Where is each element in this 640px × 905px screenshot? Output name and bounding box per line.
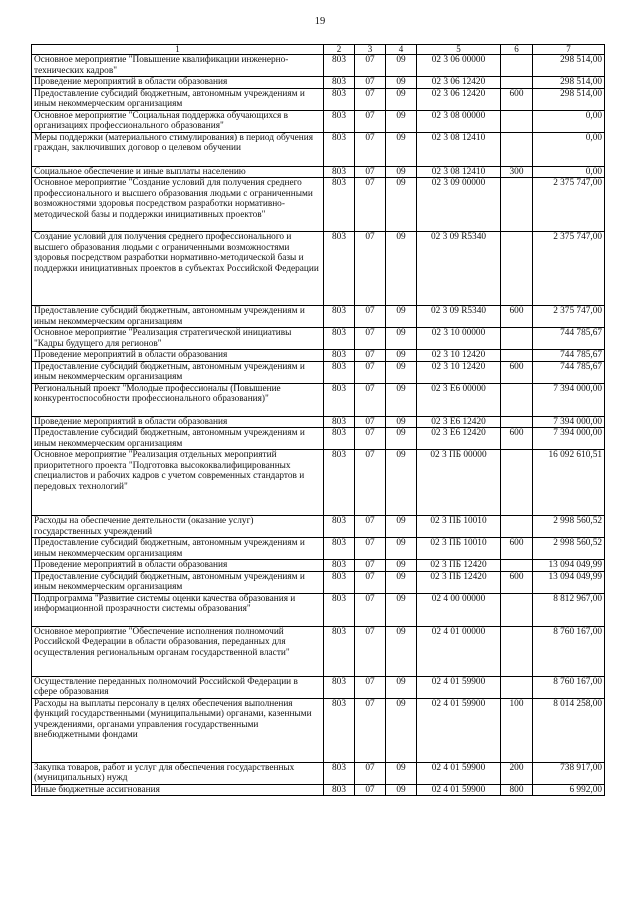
- row-expense-type: 300: [501, 166, 533, 178]
- row-amount: 298 514,00: [533, 55, 605, 77]
- table-row: [32, 593, 605, 626]
- row-amount: 298 514,00: [533, 88, 605, 110]
- row-name: Основное мероприятие "Реализация стратегической инициативы "Кадры будущего для регионов": [32, 328, 324, 350]
- row-name: Расходы на выплаты персоналу в целях обеспечения выполнения функций государственными (муниципальными) органами, казенными учреждениями, органами управления государственными внебюджетными фондами: [32, 698, 324, 762]
- table-row: [32, 676, 605, 698]
- row-section-code: 07: [355, 538, 386, 560]
- row-ministry-code: 803: [324, 698, 355, 762]
- row-name: Осуществление переданных полномочий Российской Федерации в сфере образования: [32, 676, 324, 698]
- row-section-code: 07: [355, 328, 386, 350]
- row-amount: 744 785,67: [533, 328, 605, 350]
- table-row: [32, 784, 605, 796]
- row-amount: 744 785,67: [533, 350, 605, 362]
- row-section-code: 07: [355, 361, 386, 383]
- row-section-code: 07: [355, 450, 386, 516]
- row-name: Расходы на обеспечение деятельности (оказание услуг) государственных учреждений: [32, 516, 324, 538]
- row-amount: 13 094 049,99: [533, 560, 605, 572]
- row-ministry-code: 803: [324, 428, 355, 450]
- table-row: [32, 132, 605, 166]
- row-ministry-code: 803: [324, 77, 355, 89]
- row-ministry-code: 803: [324, 762, 355, 784]
- table-row: [32, 350, 605, 362]
- row-subsection-code: 09: [386, 626, 417, 676]
- table-row: [32, 383, 605, 416]
- row-target-article: 02 3 08 00000: [417, 110, 501, 132]
- row-name: Иные бюджетные ассигнования: [32, 784, 324, 796]
- row-subsection-code: 09: [386, 538, 417, 560]
- row-amount: 0,00: [533, 132, 605, 166]
- row-expense-type: [501, 450, 533, 516]
- column-header-3: 3: [355, 45, 386, 55]
- row-target-article: 02 3 ПБ 10010: [417, 538, 501, 560]
- row-subsection-code: 09: [386, 306, 417, 328]
- row-subsection-code: 09: [386, 361, 417, 383]
- row-amount: 13 094 049,99: [533, 571, 605, 593]
- row-target-article: 02 3 09 R5340: [417, 232, 501, 306]
- row-name: Закупка товаров, работ и услуг для обеспечения государственных (муниципальных) нужд: [32, 762, 324, 784]
- row-section-code: 07: [355, 383, 386, 416]
- row-name: Меры поддержки (материального стимулирования) в период обучения граждан, заключивших договор о целевом обучении: [32, 132, 324, 166]
- row-expense-type: [501, 132, 533, 166]
- row-subsection-code: 09: [386, 328, 417, 350]
- row-name: Предоставление субсидий бюджетным, автономным учреждениям и иным некоммерческим организациям: [32, 306, 324, 328]
- row-section-code: 07: [355, 593, 386, 626]
- column-header-6: 6: [501, 45, 533, 55]
- table-row: [32, 762, 605, 784]
- table-row: [32, 698, 605, 762]
- row-amount: 16 092 610,51: [533, 450, 605, 516]
- row-amount: 298 514,00: [533, 77, 605, 89]
- row-section-code: 07: [355, 762, 386, 784]
- row-expense-type: 600: [501, 428, 533, 450]
- budget-table: [31, 44, 605, 796]
- column-header-5: 5: [417, 45, 501, 55]
- row-ministry-code: 803: [324, 571, 355, 593]
- table-row: [32, 328, 605, 350]
- row-amount: 7 394 000,00: [533, 416, 605, 428]
- row-amount: 0,00: [533, 166, 605, 178]
- row-name: Проведение мероприятий в области образования: [32, 416, 324, 428]
- row-subsection-code: 09: [386, 232, 417, 306]
- row-expense-type: [501, 328, 533, 350]
- row-target-article: 02 4 01 59900: [417, 784, 501, 796]
- row-name: Основное мероприятие "Обеспечение исполнения полномочий Российской Федерации в области образования, переданных для осуществления региональным органам государственной власти": [32, 626, 324, 676]
- row-expense-type: [501, 110, 533, 132]
- row-section-code: 07: [355, 571, 386, 593]
- table-row: [32, 538, 605, 560]
- row-expense-type: 100: [501, 698, 533, 762]
- row-ministry-code: 803: [324, 328, 355, 350]
- row-subsection-code: 09: [386, 762, 417, 784]
- table-row: [32, 110, 605, 132]
- row-section-code: 07: [355, 77, 386, 89]
- row-name: Проведение мероприятий в области образования: [32, 77, 324, 89]
- row-amount: 2 375 747,00: [533, 232, 605, 306]
- row-amount: 8 760 167,00: [533, 676, 605, 698]
- row-ministry-code: 803: [324, 538, 355, 560]
- row-ministry-code: 803: [324, 626, 355, 676]
- row-section-code: 07: [355, 428, 386, 450]
- row-section-code: 07: [355, 416, 386, 428]
- row-ministry-code: 803: [324, 383, 355, 416]
- row-name: Региональный проект "Молодые профессионалы (Повышение конкурентоспособности профессионального образования)": [32, 383, 324, 416]
- row-section-code: 07: [355, 132, 386, 166]
- row-expense-type: 600: [501, 306, 533, 328]
- row-target-article: 02 3 ПБ 12420: [417, 571, 501, 593]
- row-target-article: 02 4 01 00000: [417, 626, 501, 676]
- row-expense-type: 800: [501, 784, 533, 796]
- row-target-article: 02 3 10 00000: [417, 328, 501, 350]
- table-body: [32, 45, 605, 796]
- row-ministry-code: 803: [324, 560, 355, 572]
- row-expense-type: 200: [501, 762, 533, 784]
- row-name: Создание условий для получения среднего профессионального и высшего образования людьми с ограниченными возможностями здоровья посредством разработки нормативно-методической базы и поддержки инициативных проектов в субъектах Российской Федерации: [32, 232, 324, 306]
- row-expense-type: [501, 178, 533, 232]
- row-target-article: 02 4 00 00000: [417, 593, 501, 626]
- row-target-article: 02 3 08 12410: [417, 132, 501, 166]
- table-row: [32, 88, 605, 110]
- row-subsection-code: 09: [386, 416, 417, 428]
- table-row: [32, 450, 605, 516]
- row-section-code: 07: [355, 55, 386, 77]
- row-section-code: 07: [355, 166, 386, 178]
- row-ministry-code: 803: [324, 178, 355, 232]
- row-ministry-code: 803: [324, 132, 355, 166]
- row-subsection-code: 09: [386, 784, 417, 796]
- row-ministry-code: 803: [324, 593, 355, 626]
- row-expense-type: [501, 350, 533, 362]
- row-target-article: 02 3 08 12410: [417, 166, 501, 178]
- row-amount: 8 812 967,00: [533, 593, 605, 626]
- row-name: Социальное обеспечение и иные выплаты населению: [32, 166, 324, 178]
- row-subsection-code: 09: [386, 178, 417, 232]
- row-ministry-code: 803: [324, 306, 355, 328]
- row-target-article: 02 3 E6 12420: [417, 428, 501, 450]
- row-expense-type: 600: [501, 88, 533, 110]
- row-expense-type: [501, 626, 533, 676]
- row-target-article: 02 3 E6 12420: [417, 416, 501, 428]
- row-section-code: 07: [355, 306, 386, 328]
- row-section-code: 07: [355, 626, 386, 676]
- row-subsection-code: 09: [386, 450, 417, 516]
- table-row: [32, 571, 605, 593]
- row-target-article: 02 4 01 59900: [417, 676, 501, 698]
- row-section-code: 07: [355, 560, 386, 572]
- table-row: [32, 232, 605, 306]
- row-target-article: 02 3 06 12420: [417, 88, 501, 110]
- row-target-article: 02 3 10 12420: [417, 350, 501, 362]
- row-name: Предоставление субсидий бюджетным, автономным учреждениям и иным некоммерческим организациям: [32, 538, 324, 560]
- column-header-1: 1: [32, 45, 324, 55]
- row-target-article: 02 4 01 59900: [417, 762, 501, 784]
- row-target-article: 02 3 ПБ 10010: [417, 516, 501, 538]
- row-ministry-code: 803: [324, 361, 355, 383]
- row-subsection-code: 09: [386, 560, 417, 572]
- row-amount: 738 917,00: [533, 762, 605, 784]
- row-ministry-code: 803: [324, 784, 355, 796]
- row-subsection-code: 09: [386, 593, 417, 626]
- row-name: Предоставление субсидий бюджетным, автономным учреждениям и иным некоммерческим организациям: [32, 88, 324, 110]
- row-ministry-code: 803: [324, 450, 355, 516]
- table-row: [32, 55, 605, 77]
- row-section-code: 07: [355, 88, 386, 110]
- row-expense-type: [501, 383, 533, 416]
- row-expense-type: [501, 416, 533, 428]
- row-section-code: 07: [355, 110, 386, 132]
- row-expense-type: [501, 560, 533, 572]
- row-ministry-code: 803: [324, 110, 355, 132]
- row-name: Предоставление субсидий бюджетным, автономным учреждениям и иным некоммерческим организациям: [32, 361, 324, 383]
- row-amount: 0,00: [533, 110, 605, 132]
- row-subsection-code: 09: [386, 350, 417, 362]
- row-subsection-code: 09: [386, 166, 417, 178]
- row-amount: 7 394 000,00: [533, 383, 605, 416]
- row-name: Основное мероприятие "Социальная поддержка обучающихся в организациях профессионального образования": [32, 110, 324, 132]
- row-section-code: 07: [355, 698, 386, 762]
- row-amount: 8 014 258,00: [533, 698, 605, 762]
- row-expense-type: [501, 232, 533, 306]
- table-row: [32, 166, 605, 178]
- column-number-row: [32, 45, 605, 55]
- row-section-code: 07: [355, 784, 386, 796]
- table-row: [32, 178, 605, 232]
- column-header-2: 2: [324, 45, 355, 55]
- table-row: [32, 516, 605, 538]
- row-ministry-code: 803: [324, 676, 355, 698]
- table-row: [32, 306, 605, 328]
- table-row: [32, 560, 605, 572]
- row-expense-type: [501, 77, 533, 89]
- row-amount: 2 375 747,00: [533, 178, 605, 232]
- row-subsection-code: 09: [386, 676, 417, 698]
- row-amount: 744 785,67: [533, 361, 605, 383]
- row-amount: 2 998 560,52: [533, 538, 605, 560]
- row-ministry-code: 803: [324, 416, 355, 428]
- row-subsection-code: 09: [386, 110, 417, 132]
- row-name: Проведение мероприятий в области образования: [32, 350, 324, 362]
- row-ministry-code: 803: [324, 516, 355, 538]
- row-target-article: 02 4 01 59900: [417, 698, 501, 762]
- row-subsection-code: 09: [386, 383, 417, 416]
- row-subsection-code: 09: [386, 428, 417, 450]
- row-expense-type: [501, 593, 533, 626]
- column-header-4: 4: [386, 45, 417, 55]
- row-target-article: 02 3 10 12420: [417, 361, 501, 383]
- row-ministry-code: 803: [324, 88, 355, 110]
- row-section-code: 07: [355, 516, 386, 538]
- row-target-article: 02 3 E6 00000: [417, 383, 501, 416]
- row-expense-type: 600: [501, 361, 533, 383]
- row-amount: 8 760 167,00: [533, 626, 605, 676]
- row-ministry-code: 803: [324, 55, 355, 77]
- row-amount: 2 375 747,00: [533, 306, 605, 328]
- row-target-article: 02 3 09 00000: [417, 178, 501, 232]
- page-number: 19: [314, 16, 326, 27]
- row-target-article: 02 3 09 R5340: [417, 306, 501, 328]
- row-expense-type: [501, 516, 533, 538]
- row-subsection-code: 09: [386, 571, 417, 593]
- row-expense-type: 600: [501, 571, 533, 593]
- row-target-article: 02 3 ПБ 00000: [417, 450, 501, 516]
- row-subsection-code: 09: [386, 55, 417, 77]
- row-name: Проведение мероприятий в области образования: [32, 560, 324, 572]
- row-name: Основное мероприятие "Реализация отдельных мероприятий приоритетного проекта "Подготовка высококвалифицированных специалистов и рабочих кадров с учетом современных стандартов и передовых технологий": [32, 450, 324, 516]
- row-name: Основное мероприятие "Создание условий для получения среднего профессионального и высшего образования людьми с ограниченными возможностями здоровья посредством разработки нормативно-методической базы и поддержки инициативных проектов": [32, 178, 324, 232]
- row-subsection-code: 09: [386, 88, 417, 110]
- row-subsection-code: 09: [386, 516, 417, 538]
- row-name: Предоставление субсидий бюджетным, автономным учреждениям и иным некоммерческим организациям: [32, 428, 324, 450]
- column-header-7: 7: [533, 45, 605, 55]
- row-section-code: 07: [355, 232, 386, 306]
- table-row: [32, 428, 605, 450]
- row-ministry-code: 803: [324, 166, 355, 178]
- table-row: [32, 626, 605, 676]
- row-target-article: 02 3 ПБ 12420: [417, 560, 501, 572]
- row-subsection-code: 09: [386, 698, 417, 762]
- row-target-article: 02 3 06 00000: [417, 55, 501, 77]
- row-amount: 7 394 000,00: [533, 428, 605, 450]
- row-expense-type: [501, 55, 533, 77]
- row-name: Основное мероприятие "Повышение квалификации инженерно-технических кадров": [32, 55, 324, 77]
- row-section-code: 07: [355, 676, 386, 698]
- row-expense-type: [501, 676, 533, 698]
- row-section-code: 07: [355, 350, 386, 362]
- table-row: [32, 77, 605, 89]
- table-row: [32, 361, 605, 383]
- row-name: Подпрограмма "Развитие системы оценки качества образования и информационной прозрачности системы образования": [32, 593, 324, 626]
- table-row: [32, 416, 605, 428]
- row-expense-type: 600: [501, 538, 533, 560]
- row-amount: 6 992,00: [533, 784, 605, 796]
- row-name: Предоставление субсидий бюджетным, автономным учреждениям и иным некоммерческим организациям: [32, 571, 324, 593]
- row-target-article: 02 3 06 12420: [417, 77, 501, 89]
- row-subsection-code: 09: [386, 77, 417, 89]
- row-ministry-code: 803: [324, 350, 355, 362]
- row-subsection-code: 09: [386, 132, 417, 166]
- row-section-code: 07: [355, 178, 386, 232]
- row-ministry-code: 803: [324, 232, 355, 306]
- row-amount: 2 998 560,52: [533, 516, 605, 538]
